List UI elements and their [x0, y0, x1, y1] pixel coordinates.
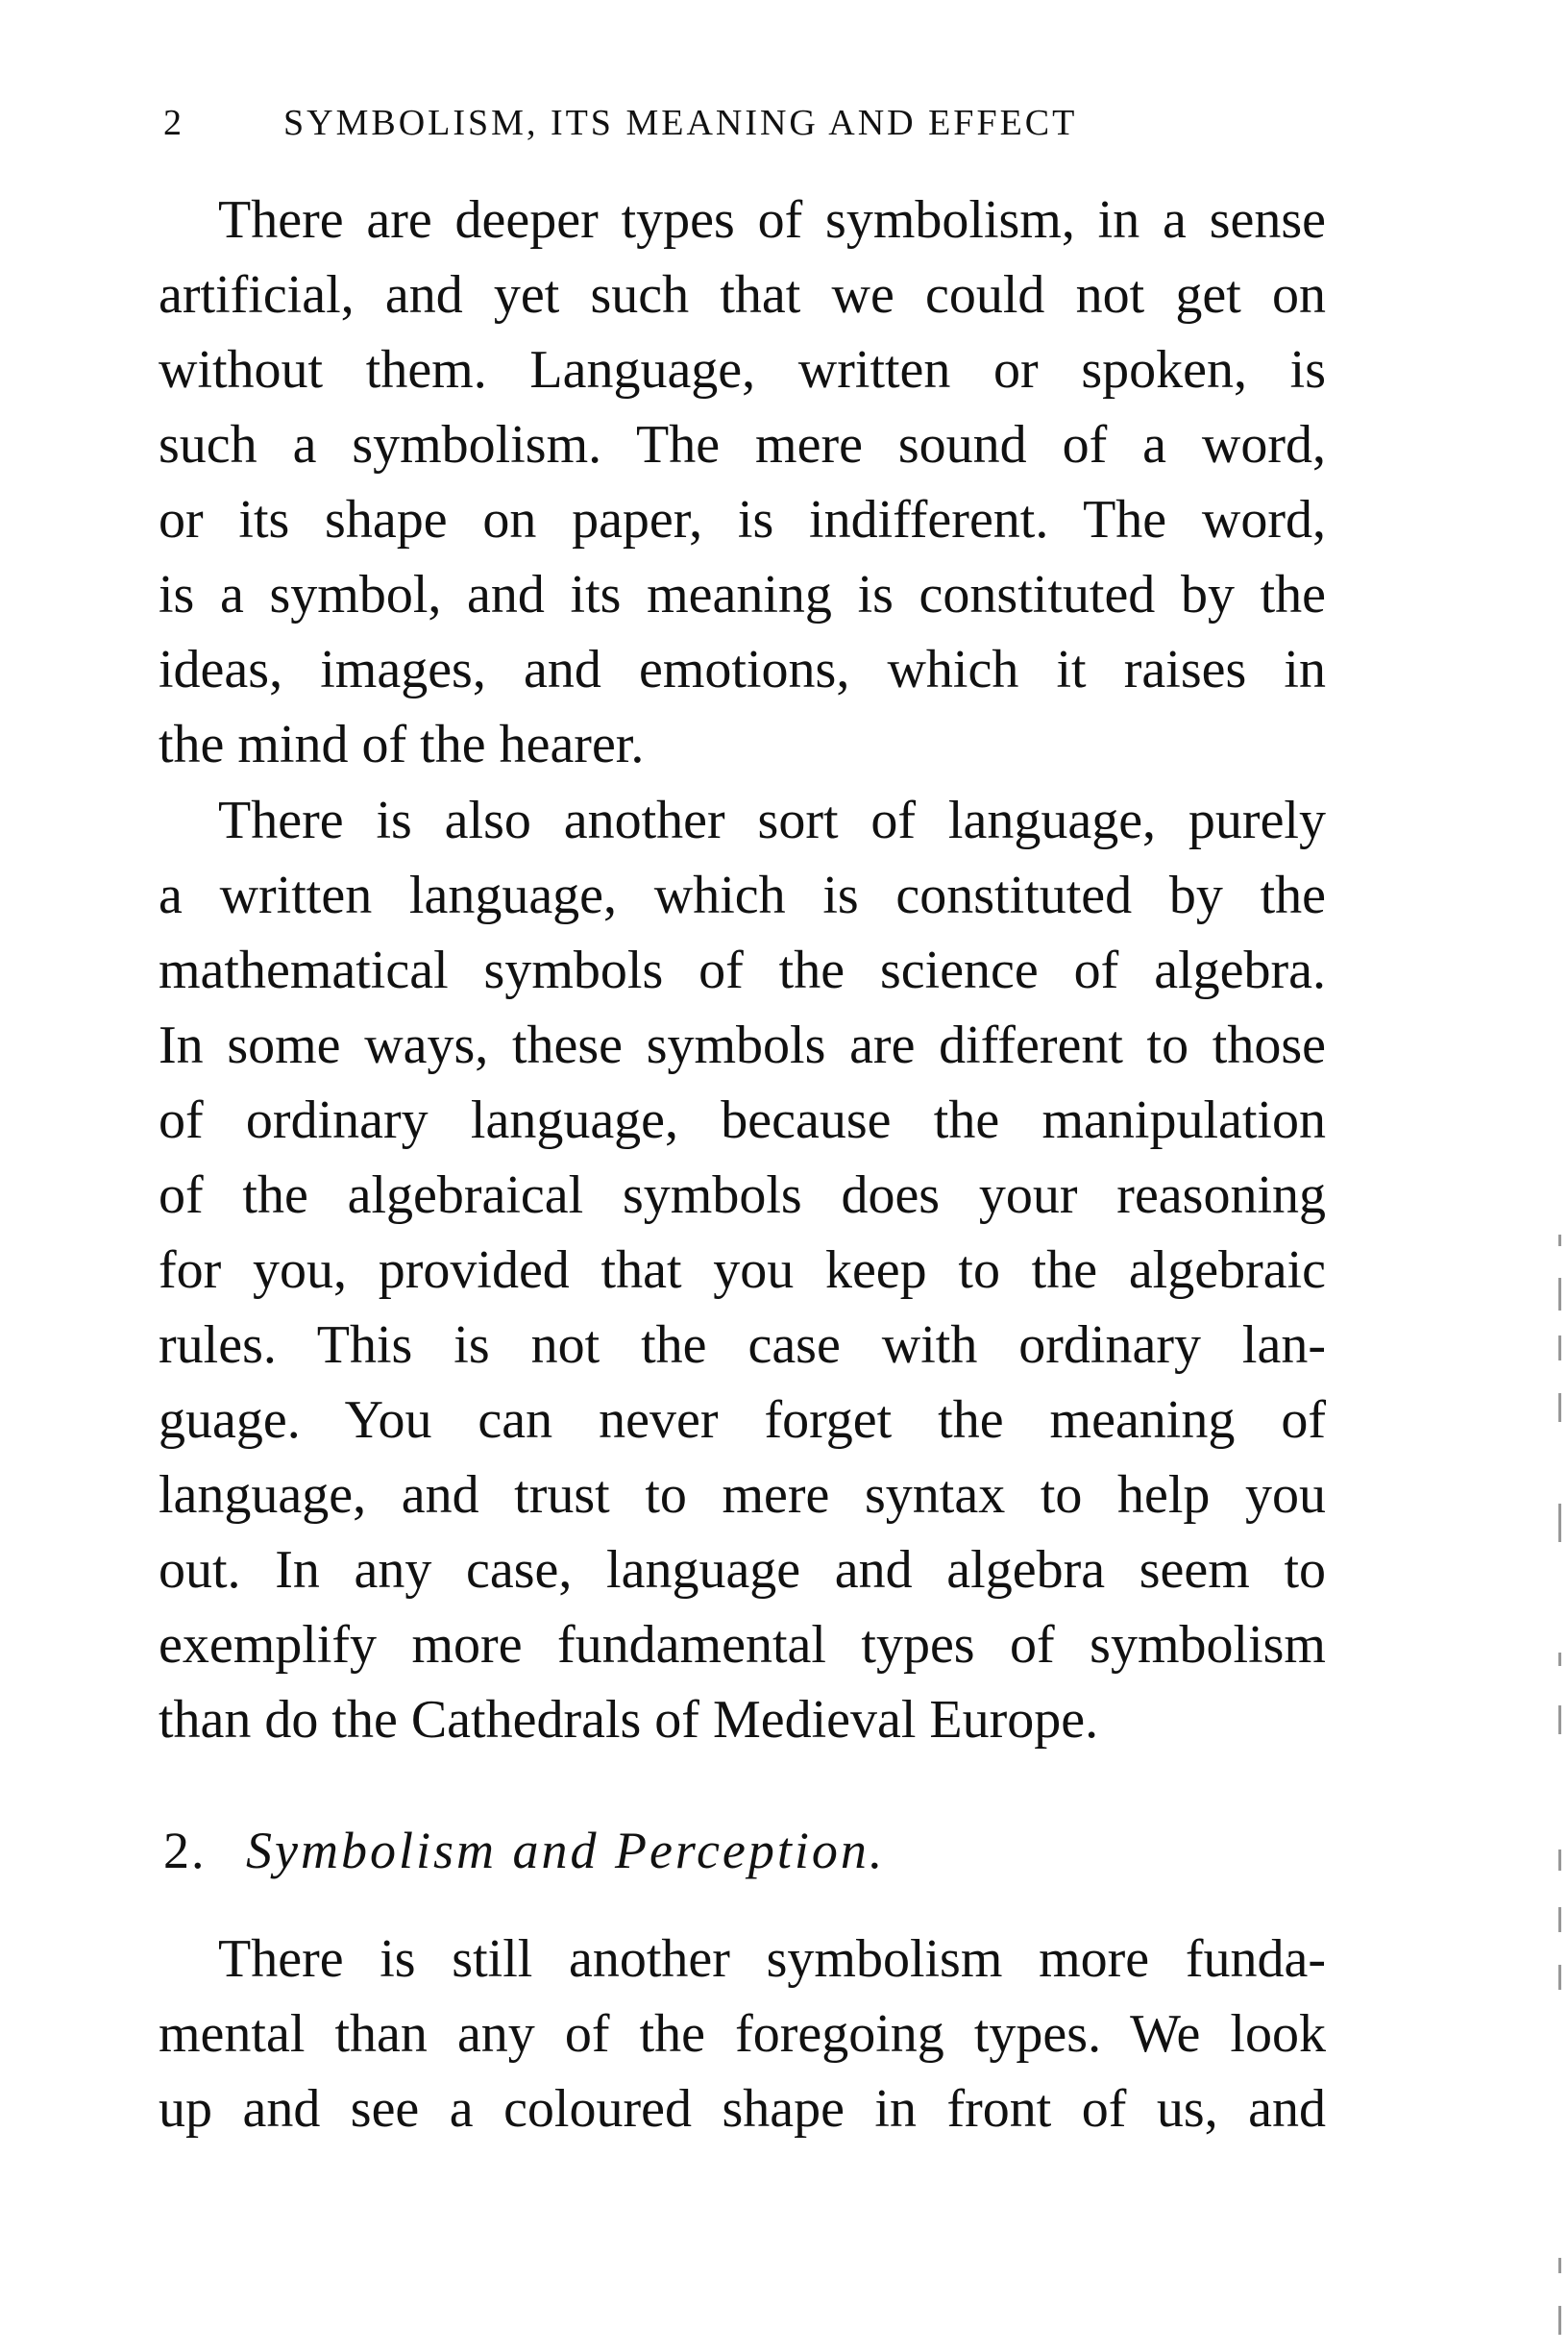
scan-mark: [1558, 1850, 1561, 1871]
paragraph-line: There are deeper types of symbolism, in a sense: [218, 190, 1326, 250]
paragraph-line: ideas, images, and emotions, which it raises in: [159, 640, 1326, 699]
paragraph-line: without them. Language, written or spoken, is: [159, 340, 1326, 400]
scan-mark: [1558, 1965, 1561, 1990]
section-heading: [163, 1821, 885, 1880]
section-title: Symbolism and Perception.: [246, 1822, 886, 1879]
paragraph-1: [159, 183, 1326, 782]
paragraph-line: for you, provided that you keep to the algebraic: [159, 1240, 1326, 1300]
scan-mark: [1558, 2258, 1561, 2273]
scan-mark: [1558, 1907, 1561, 1932]
scan-mark: [1558, 1335, 1561, 1360]
section-number: 2.: [163, 1822, 207, 1879]
paragraph-line: There is also another sort of language, purely: [218, 791, 1326, 850]
paragraph-line: of ordinary language, because the manipulation: [159, 1090, 1326, 1150]
paragraph-line: the mind of the hearer.: [159, 715, 645, 774]
running-title: SYMBOLISM, ITS MEANING AND EFFECT: [283, 103, 1078, 143]
paragraph-line: mental than any of the foregoing types. We look: [159, 2004, 1326, 2064]
paragraph-line: artificial, and yet such that we could not get on: [159, 265, 1326, 325]
paragraph-line: In some ways, these symbols are different to those: [159, 1016, 1326, 1075]
paragraph-line: There is still another symbolism more funda-: [218, 1929, 1326, 1989]
paragraph-line: of the algebraical symbols does your reasoning: [159, 1165, 1326, 1225]
paragraph-line: such a symbolism. The mere sound of a word,: [159, 415, 1326, 475]
paragraph-line: language, and trust to mere syntax to help you: [159, 1465, 1326, 1525]
paragraph-line: exemplify more fundamental types of symbolism: [159, 1615, 1326, 1675]
page-number: 2: [163, 103, 184, 143]
running-head: [163, 94, 1326, 152]
scan-mark: [1558, 1653, 1561, 1666]
paragraph-2: [159, 783, 1326, 1757]
paragraph-line: is a symbol, and its meaning is constituted by the: [159, 565, 1326, 625]
paragraph-3: [159, 1922, 1326, 2146]
scan-mark: [1558, 1504, 1561, 1542]
paragraph-line: a written language, which is constituted by the: [159, 866, 1326, 925]
paragraph-line: rules. This is not the case with ordinary lan-: [159, 1315, 1326, 1375]
scan-mark: [1558, 1235, 1561, 1246]
paragraph-line: mathematical symbols of the science of algebra.: [159, 941, 1326, 1000]
paragraph-line: out. In any case, language and algebra seem to: [159, 1540, 1326, 1600]
scan-mark: [1558, 1705, 1561, 1734]
paragraph-line: or its shape on paper, is indifferent. The word,: [159, 490, 1326, 550]
scan-mark: [1558, 1393, 1561, 1422]
paragraph-line: up and see a coloured shape in front of us, and: [159, 2079, 1326, 2139]
scan-mark: [1558, 2306, 1561, 2335]
paragraph-line: guage. You can never forget the meaning of: [159, 1390, 1326, 1450]
paragraph-line: than do the Cathedrals of Medieval Europe.: [159, 1690, 1099, 1750]
scan-mark: [1558, 1278, 1561, 1311]
